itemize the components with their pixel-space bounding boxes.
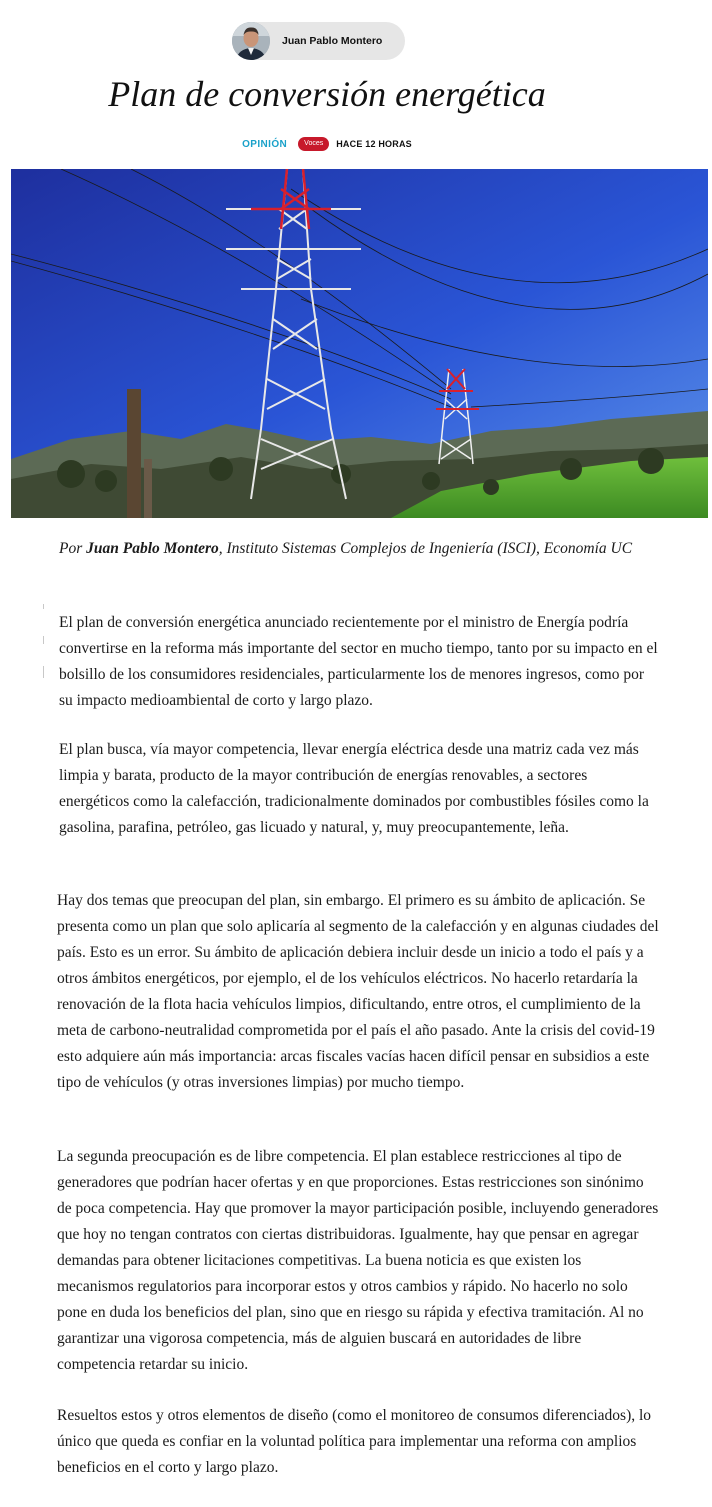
paragraph: Hay dos temas que preocupan del plan, sin embargo. El primero es su ámbito de aplicación. Se presenta como un plan que solo aplicaría al segmento de la calefacción y en algunas ciudades del país. Esto es un error. Su ámbito de aplicación debiera incluir desde un inicio a todo el país y a otros ámbitos energéticos, por ejemplo, el de los vehículos eléctricos. No hacerlo retardaría la renovación de la flota hacia vehículos limpios, dificultando, entre otros, el cumplimiento de la meta de carbono-neutralidad comprometida por el país el año pasado. Ante la crisis del covid-19 esto adquiere aún más importancia: arcas fiscales vacías hacen difícil pensar en subsidios a este tipo de vehículos (y otras inversiones limpias) por mucho tiempo. bbox=[57, 892, 659, 1091]
margin-mark bbox=[43, 636, 44, 644]
byline-prefix: Por bbox=[59, 540, 87, 557]
article-title: Plan de conversión energética bbox=[108, 74, 546, 114]
paragraph: Resueltos estos y otros elementos de diseño (como el monitoreo de consumos diferenciados), lo único que queda es confiar en la voluntad política para implementar una reforma con amplios beneficios en el corto y largo plazo. bbox=[57, 1407, 652, 1476]
voces-badge[interactable]: Voces bbox=[298, 137, 329, 151]
author-chip[interactable] bbox=[232, 22, 405, 60]
paragraph: La segunda preocupación es de libre competencia. El plan establece restricciones al tipo de generadores que podrían hacer ofertas y en que proporciones. Estas restricciones son sinónimo de poca competencia. Hay que promover la mayor participación posible, incluyendo generadores que hoy no tengan contratos con ciertas distribuidoras. Igualmente, hay que pensar en agregar demandas para obtener licitaciones competitivas. La buena noticia es que existen los mecanismos regulatorios para incorporar estos y otros cambios y rápido. No hacerlo no solo pone en duda los beneficios del plan, sino que en riesgo su rápida y efectiva tramitación. Al no garantizar una vigorosa competencia, más de alguien buscará en autoridades de libre competencia retardar su inicio. bbox=[57, 1148, 659, 1373]
margin-mark bbox=[43, 666, 44, 678]
byline-author: Juan Pablo Montero bbox=[86, 540, 219, 557]
timestamp: HACE 12 HORAS bbox=[336, 139, 412, 149]
paragraph: El plan busca, vía mayor competencia, llevar energía eléctrica desde una matriz cada vez más limpia y barata, producto de la mayor contribución de energías renovables, a sectores energéticos como la calefacción, tradicionalmente dominados por combustibles fósiles como la gasolina, parafina, petróleo, gas licuado y natural, y, muy preocupantemente, leña. bbox=[59, 741, 649, 836]
byline-affiliation: , Instituto Sistemas Complejos de Ingeniería (ISCI), Economía UC bbox=[218, 540, 633, 557]
paragraph: El plan de conversión energética anunciado recientemente por el ministro de Energía podría convertirse en la reforma más importante del sector en mucho tiempo, tanto por su impacto en el bolsillo de los consumidores residenciales, particularmente los de menores ingresos, como por su impacto medioambiental de corto y largo plazo. bbox=[59, 614, 658, 709]
transmission-towers-illustration bbox=[11, 169, 708, 518]
hero-image bbox=[11, 169, 708, 518]
author-name[interactable]: Juan Pablo Montero bbox=[282, 35, 383, 47]
author-avatar bbox=[232, 22, 270, 60]
margin-mark bbox=[43, 604, 44, 609]
byline bbox=[59, 536, 659, 562]
article-meta bbox=[0, 137, 654, 151]
section-label[interactable]: OPINIÓN bbox=[242, 138, 288, 150]
